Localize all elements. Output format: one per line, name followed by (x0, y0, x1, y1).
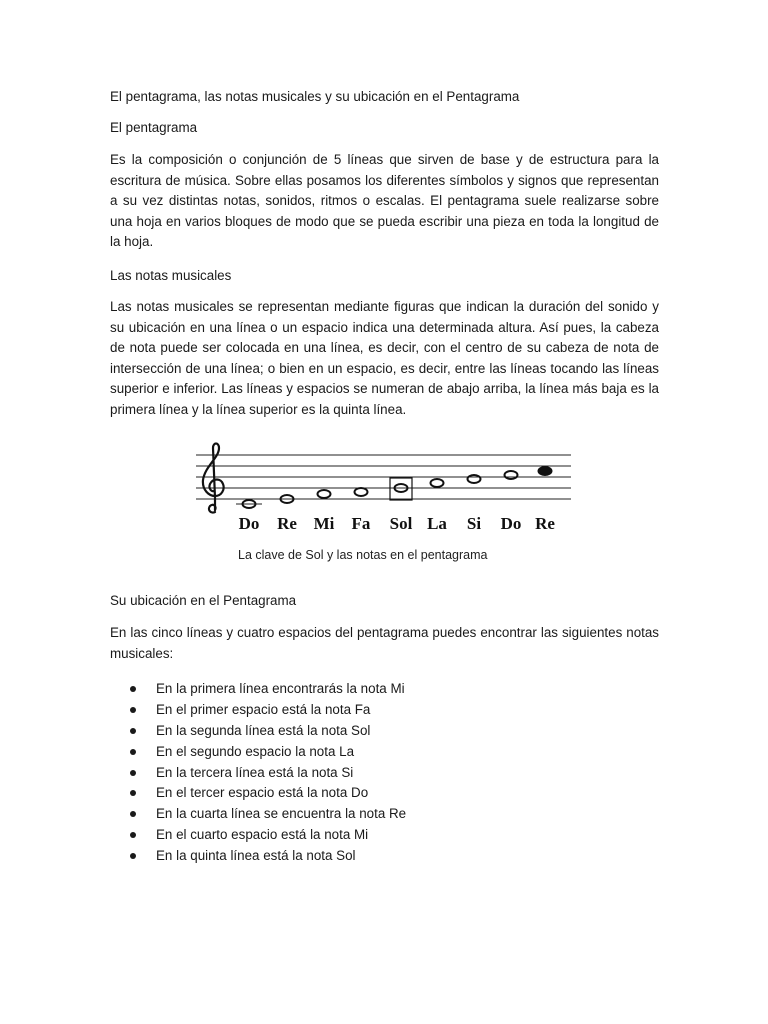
document-title: El pentagrama, las notas musicales y su ubicación en el Pentagrama (110, 89, 520, 104)
bullet-icon (130, 686, 136, 692)
list-item-text: En el primer espacio está la nota Fa (156, 701, 371, 717)
note-fa (355, 488, 368, 496)
list-item (130, 742, 650, 763)
bullet-icon (130, 707, 136, 713)
list-item-text: En el cuarto espacio está la nota Mi (156, 827, 369, 843)
bullet-icon (130, 853, 136, 859)
list-item (130, 679, 650, 700)
note-mi (318, 490, 331, 498)
note-name: Fa (351, 514, 371, 533)
list-item-text: En la primera línea encontrarás la nota Mi (156, 681, 405, 696)
list-item-text: En la tercera línea está la nota Si (156, 764, 354, 780)
note-si (468, 475, 481, 483)
bullet-icon (130, 770, 136, 776)
list-item (130, 700, 650, 721)
staff-svg (193, 440, 573, 575)
list-item-text: En el tercer espacio está la nota Do (156, 785, 369, 801)
list-item-text: En la segunda línea está la nota Sol (156, 722, 371, 738)
list-item (130, 804, 650, 825)
note-name: La (427, 514, 447, 533)
sol-highlight-box (390, 478, 412, 500)
list-item (130, 721, 650, 742)
section-heading-pentagrama: El pentagrama (110, 120, 198, 135)
bullet-icon (130, 749, 136, 755)
note-name: Do (500, 514, 522, 533)
note-name: Re (277, 514, 297, 533)
bullet-icon (130, 790, 136, 796)
section-heading-ubicacion: Su ubicación en el Pentagrama (110, 593, 297, 608)
list-item-text: En el segundo espacio la nota La (156, 743, 355, 759)
paragraph-notas: Las notas musicales se representan mediante figuras que indican la duración del sonido y su ubicación en una línea o un espacio indica una determinada altura. Así pues, la cabeza de nota puede ser colocada en una línea, es decir, con el centro de su cabeza de nota de intersección de una línea; o bien en un espacio, es decir, entre las líneas tocando las líneas superior e inferior. Las líneas y espacios se numeran de abajo arriba, la línea más baja es la primera línea y la línea superior es la quinta línea. (110, 299, 659, 417)
list-item (130, 846, 650, 867)
staff-lines (196, 455, 571, 499)
note-name: Si (466, 514, 482, 533)
figure-caption: La clave de Sol y las notas en el pentagrama (238, 548, 488, 562)
staff-figure (193, 440, 573, 575)
note-name: Re (535, 514, 555, 533)
note-name: Sol (389, 514, 413, 533)
bullet-icon (130, 832, 136, 838)
list-item (130, 763, 650, 784)
list-item (130, 825, 650, 846)
note-re-high (539, 467, 552, 475)
list-item (130, 783, 650, 804)
treble-clef-icon (203, 444, 224, 513)
section-heading-notas: Las notas musicales (110, 268, 232, 283)
paragraph-pentagrama: Es la composición o conjunción de 5 líneas que sirven de base y de estructura para la escritura de música. Sobre ellas posamos los diferentes símbolos y signos que representan a su vez distintas notas, sonidos, ritmos o escalas. El pentagrama suele realizarse sobre una hoja en varios bloques de modo que se pueda escribir una pieza en toda la longitud de la hoja. (110, 152, 659, 250)
note-names (239, 514, 556, 533)
paragraph-ubicacion: En las cinco líneas y cuatro espacios del pentagrama puedes encontrar las siguientes notas musicales: (110, 625, 659, 661)
list-item-text: En la quinta línea está la nota Sol (156, 848, 356, 864)
note-name: Do (238, 514, 260, 533)
note-name: Mi (313, 514, 335, 533)
note-do-high (505, 471, 518, 479)
bullet-icon (130, 811, 136, 817)
notes-bullet-list (130, 679, 650, 867)
list-item-text: En la cuarta línea se encuentra la nota Re (156, 806, 407, 822)
bullet-icon (130, 728, 136, 734)
note-la (431, 479, 444, 487)
